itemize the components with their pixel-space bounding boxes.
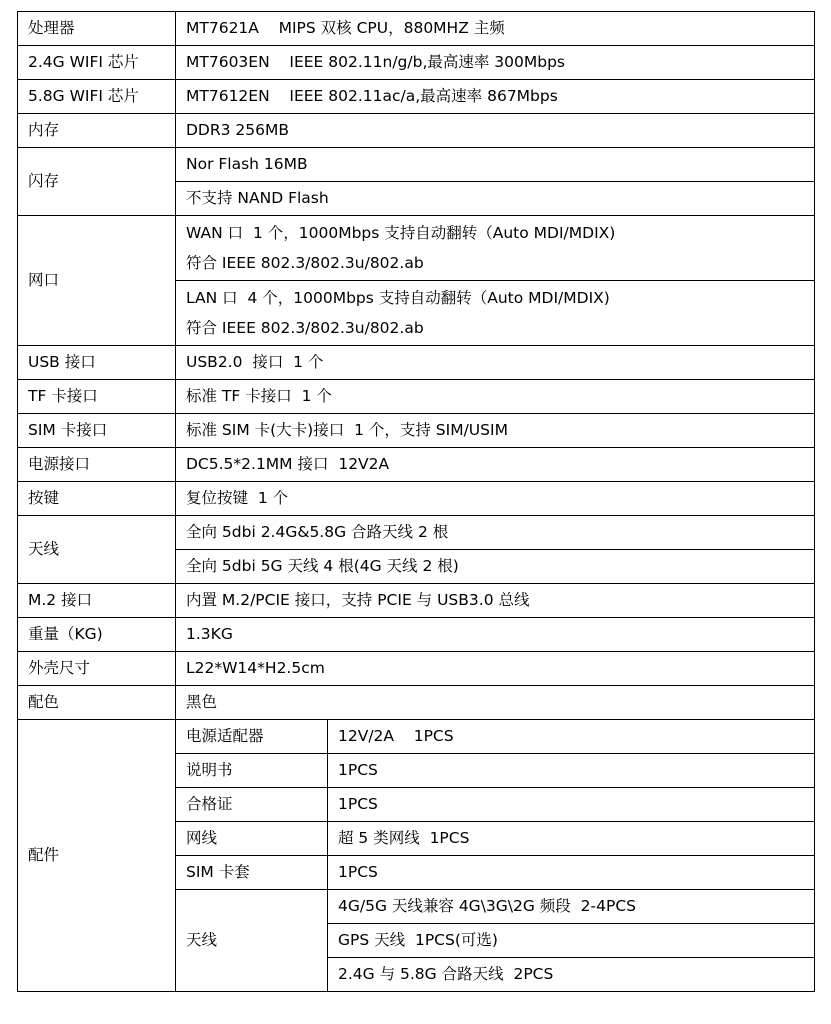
table-row xyxy=(18,618,815,652)
row-value-size: L22*W14*H2.5cm xyxy=(176,652,815,686)
accessory-value: 12V/2A 1PCS xyxy=(328,720,815,754)
table-row xyxy=(18,482,815,516)
table-row xyxy=(18,46,815,80)
row-value-usb: USB2.0 接口 1 个 xyxy=(176,346,815,380)
table-row xyxy=(18,216,815,281)
row-label-accessories: 配件 xyxy=(18,720,176,992)
row-label-color: 配色 xyxy=(18,686,176,720)
table-row xyxy=(18,720,815,754)
table-row xyxy=(18,584,815,618)
row-label-button: 按键 xyxy=(18,482,176,516)
accessory-name: 网线 xyxy=(176,822,328,856)
accessory-value: 1PCS xyxy=(328,788,815,822)
table-row xyxy=(18,80,815,114)
row-value-ram: DDR3 256MB xyxy=(176,114,815,148)
table-row xyxy=(18,148,815,182)
row-value-flash-nand: 不支持 NAND Flash xyxy=(176,182,815,216)
accessory-value-antenna-2: GPS 天线 1PCS(可选) xyxy=(328,924,815,958)
row-value-button: 复位按键 1 个 xyxy=(176,482,815,516)
lan-line-1: LAN 口 4 个，1000Mbps 支持自动翻转（Auto MDI/MDIX) xyxy=(186,289,610,307)
accessory-name: 合格证 xyxy=(176,788,328,822)
row-value-color: 黑色 xyxy=(176,686,815,720)
row-label-sim: SIM 卡接口 xyxy=(18,414,176,448)
row-value-wifi24: MT7603EN IEEE 802.11n/g/b,最高速率 300Mbps xyxy=(176,46,815,80)
lan-line-2: 符合 IEEE 802.3/802.3u/802.ab xyxy=(186,319,424,337)
table-row xyxy=(18,448,815,482)
row-label-size: 外壳尺寸 xyxy=(18,652,176,686)
row-value-power: DC5.5*2.1MM 接口 12V2A xyxy=(176,448,815,482)
table-row xyxy=(18,12,815,46)
row-label-wifi58: 5.8G WIFI 芯片 xyxy=(18,80,176,114)
accessory-value-antenna-3: 2.4G 与 5.8G 合路天线 2PCS xyxy=(328,958,815,992)
row-value-cpu: MT7621A MIPS 双核 CPU，880MHZ 主频 xyxy=(176,12,815,46)
accessory-name-antenna: 天线 xyxy=(176,890,328,992)
row-value-lan xyxy=(176,281,815,346)
table-row xyxy=(18,346,815,380)
row-label-wifi24: 2.4G WIFI 芯片 xyxy=(18,46,176,80)
row-label-m2: M.2 接口 xyxy=(18,584,176,618)
accessory-value: 1PCS xyxy=(328,856,815,890)
row-value-antenna-1: 全向 5dbi 2.4G&5.8G 合路天线 2 根 xyxy=(176,516,815,550)
row-label-network: 网口 xyxy=(18,216,176,346)
row-label-tf: TF 卡接口 xyxy=(18,380,176,414)
table-row xyxy=(18,114,815,148)
table-row xyxy=(18,686,815,720)
accessory-value: 1PCS xyxy=(328,754,815,788)
row-value-antenna-2: 全向 5dbi 5G 天线 4 根(4G 天线 2 根) xyxy=(176,550,815,584)
row-label-cpu: 处理器 xyxy=(18,12,176,46)
row-label-usb: USB 接口 xyxy=(18,346,176,380)
accessory-name: SIM 卡套 xyxy=(176,856,328,890)
accessory-name: 电源适配器 xyxy=(176,720,328,754)
table-row xyxy=(18,380,815,414)
table-row xyxy=(18,652,815,686)
wan-line-2: 符合 IEEE 802.3/802.3u/802.ab xyxy=(186,254,424,272)
row-value-sim: 标准 SIM 卡(大卡)接口 1 个，支持 SIM/USIM xyxy=(176,414,815,448)
spec-table xyxy=(17,11,815,992)
table-row xyxy=(18,516,815,550)
table-row xyxy=(18,414,815,448)
wan-line-1: WAN 口 1 个，1000Mbps 支持自动翻转（Auto MDI/MDIX) xyxy=(186,224,616,242)
row-value-wan xyxy=(176,216,815,281)
row-label-ram: 内存 xyxy=(18,114,176,148)
row-value-wifi58: MT7612EN IEEE 802.11ac/a,最高速率 867Mbps xyxy=(176,80,815,114)
row-label-flash: 闪存 xyxy=(18,148,176,216)
row-value-weight: 1.3KG xyxy=(176,618,815,652)
accessory-name: 说明书 xyxy=(176,754,328,788)
row-label-weight: 重量（KG) xyxy=(18,618,176,652)
row-label-antenna: 天线 xyxy=(18,516,176,584)
row-value-m2: 内置 M.2/PCIE 接口，支持 PCIE 与 USB3.0 总线 xyxy=(176,584,815,618)
accessory-value: 超 5 类网线 1PCS xyxy=(328,822,815,856)
row-value-tf: 标准 TF 卡接口 1 个 xyxy=(176,380,815,414)
row-label-power: 电源接口 xyxy=(18,448,176,482)
accessory-value-antenna-1: 4G/5G 天线兼容 4G\3G\2G 频段 2-4PCS xyxy=(328,890,815,924)
row-value-flash-nor: Nor Flash 16MB xyxy=(176,148,815,182)
